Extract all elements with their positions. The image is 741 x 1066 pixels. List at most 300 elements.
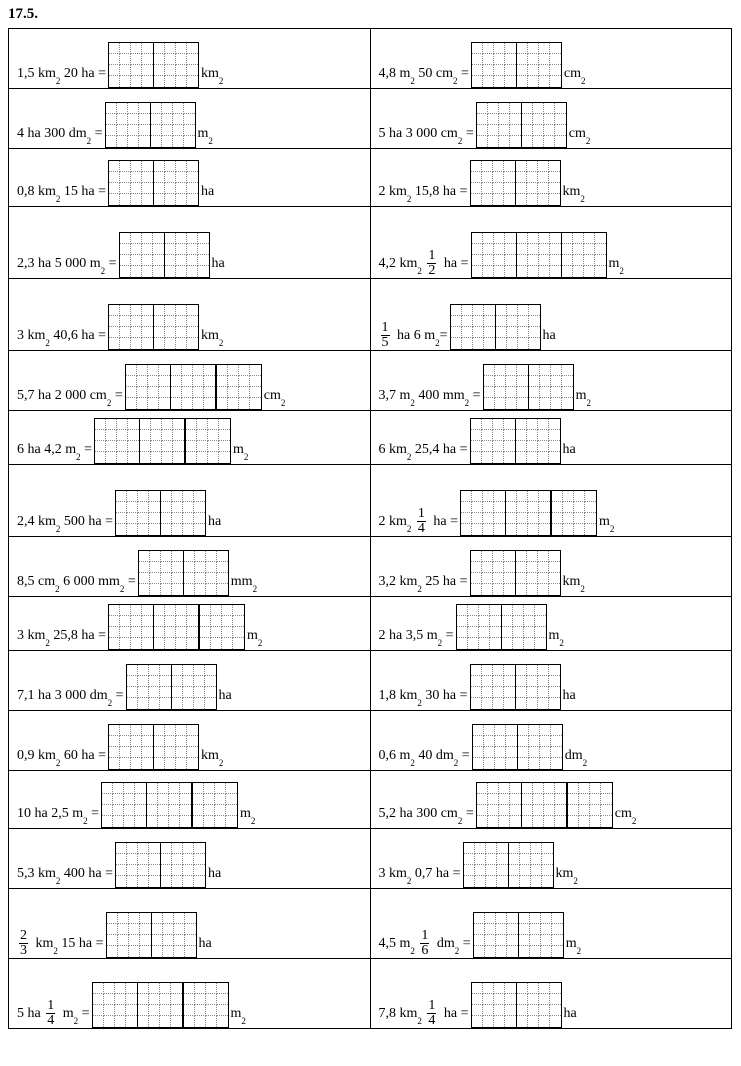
- expression-text: =: [459, 936, 471, 951]
- exercise-item: 5,3 km $^2$ 400 ha = ha: [17, 836, 370, 888]
- digit-block[interactable]: [474, 913, 518, 957]
- expression-text: 2,3 ha 5 000 m: [17, 256, 101, 271]
- answer-grid[interactable]: [470, 550, 561, 596]
- digit-block[interactable]: [471, 419, 515, 463]
- digit-block[interactable]: [139, 419, 184, 463]
- expression-text: 1,5 km: [17, 66, 56, 81]
- expression-text: 25 ha =: [421, 574, 468, 589]
- exercise-cell: [370, 959, 732, 1029]
- exercise-item: 4,2 km $^2$ $\frac{1}{2}$ ha = m $^2$: [379, 226, 732, 278]
- answer-grid[interactable]: [115, 842, 206, 888]
- digit-block[interactable]: [120, 233, 164, 277]
- table-row: [9, 351, 732, 411]
- expression-text: 6 ha 4,2 m: [17, 442, 77, 457]
- expression-text: 15,8 ha =: [411, 184, 468, 199]
- answer-grid[interactable]: [126, 664, 217, 710]
- expression-text: 0,8 km: [17, 184, 56, 199]
- answer-grid[interactable]: [108, 604, 245, 650]
- expression-text: 25,8 ha =: [49, 628, 106, 643]
- exercise-cell: [9, 537, 371, 597]
- digit-block[interactable]: [471, 161, 515, 205]
- unit-label: km: [562, 184, 581, 199]
- answer-grid[interactable]: [106, 912, 197, 958]
- fraction: [46, 999, 55, 1028]
- table-row: [9, 889, 732, 959]
- exercise-cell: [370, 651, 732, 711]
- digit-block[interactable]: [505, 491, 550, 535]
- digit-block[interactable]: [457, 605, 501, 649]
- unit-label: m: [548, 628, 560, 643]
- expression-text: =: [87, 806, 100, 821]
- digit-block[interactable]: [153, 605, 198, 649]
- exercise-number: 17.5.: [8, 6, 38, 22]
- answer-grid[interactable]: [119, 232, 210, 278]
- expression-text: =: [112, 688, 124, 703]
- answer-grid[interactable]: [476, 782, 613, 828]
- expression-text: ha =: [429, 514, 458, 529]
- unit-label: ha: [208, 514, 222, 529]
- fraction-numerator: 1: [47, 998, 55, 1013]
- answer-grid[interactable]: [92, 982, 229, 1028]
- expression-text: 20 ha =: [60, 66, 106, 81]
- exercise-item: 6 ha 4,2 m $^2$ = m $^2$: [17, 412, 370, 464]
- expression-text: m: [59, 1006, 74, 1021]
- fraction-denominator: 2: [428, 263, 436, 278]
- expression-text: 4,5 m: [378, 936, 411, 951]
- answer-grid[interactable]: [470, 418, 561, 464]
- exercise-cell: [370, 351, 732, 411]
- answer-grid[interactable]: [101, 782, 238, 828]
- digit-block[interactable]: [153, 43, 198, 87]
- exercise-cell: [370, 149, 732, 207]
- exercise-item: 5 ha 3 000 cm $^2$ = cm $^2$: [379, 96, 732, 148]
- digit-block[interactable]: [484, 365, 528, 409]
- exercise-item: 3 km $^2$ 0,7 ha = km $^2$: [379, 836, 732, 888]
- expression-text: 4,8 m: [378, 66, 411, 81]
- digit-block[interactable]: [451, 305, 495, 349]
- fraction-numerator: 1: [428, 248, 436, 263]
- digit-block[interactable]: [170, 365, 215, 409]
- expression-text: 5 ha: [17, 1006, 45, 1021]
- table-row: [9, 279, 732, 351]
- exercise-item: 2,4 km $^2$ 500 ha = ha: [17, 484, 370, 536]
- exercise-item: 5 ha $\frac{1}{4}$ m $^2$ = m $^2$: [17, 976, 370, 1028]
- unit-label: km: [201, 748, 219, 763]
- unit-label: mm: [230, 574, 253, 589]
- exercise-item: 2 km $^2$ $\frac{1}{4}$ ha = m $^2$: [379, 484, 732, 536]
- digit-block[interactable]: [528, 365, 573, 409]
- digit-block[interactable]: [521, 103, 566, 147]
- digit-block[interactable]: [516, 43, 561, 87]
- fraction: [417, 507, 426, 536]
- digit-block[interactable]: [153, 161, 198, 205]
- expression-text: =: [80, 442, 93, 457]
- unit-label: cm: [614, 806, 632, 821]
- digit-block[interactable]: [566, 783, 612, 827]
- exercise-item: 4 ha 300 dm $^2$ = m $^2$: [17, 96, 370, 148]
- expression-text: 5 ha 3 000 cm: [378, 126, 458, 141]
- expression-text: km: [32, 936, 54, 951]
- unit-label: m: [197, 126, 209, 141]
- unit-label: ha: [198, 936, 212, 951]
- digit-block[interactable]: [472, 43, 516, 87]
- fraction-numerator: 1: [421, 928, 429, 943]
- expression-text: 3,7 m: [378, 388, 411, 403]
- expression-text: 3,2 km: [378, 574, 418, 589]
- digit-block[interactable]: [464, 843, 508, 887]
- digit-block[interactable]: [153, 305, 198, 349]
- expression-text: 4 ha 300 dm: [17, 126, 87, 141]
- expression-text: =: [462, 126, 474, 141]
- digit-block[interactable]: [516, 983, 561, 1027]
- expression-text: =: [124, 574, 136, 589]
- exercise-item: $\frac{2}{3}$ km $^2$ 15 ha = ha: [17, 906, 370, 958]
- exercise-cell: [9, 207, 371, 279]
- expression-text: 0,7 ha =: [411, 866, 461, 881]
- digit-block[interactable]: [116, 843, 160, 887]
- digit-block[interactable]: [472, 233, 516, 277]
- exercise-item: 1,5 km $^2$ 20 ha = km $^2$: [17, 36, 370, 88]
- unit-label: ha: [208, 866, 222, 881]
- fraction-numerator: 1: [428, 998, 436, 1013]
- exercise-item: 3,7 m $^2$ 400 mm $^2$ = m $^2$: [379, 358, 732, 410]
- digit-block[interactable]: [516, 233, 561, 277]
- digit-block[interactable]: [184, 419, 230, 463]
- unit-label: dm: [564, 748, 583, 763]
- exercise-cell: [370, 829, 732, 889]
- fraction: [381, 321, 390, 350]
- exercise-cell: [370, 711, 732, 771]
- unit-label: km: [201, 328, 219, 343]
- exercise-item: 2 ha 3,5 m $^2$ = m $^2$: [379, 598, 732, 650]
- expression-text: =: [439, 328, 448, 343]
- exercise-cell: [9, 465, 371, 537]
- unit-label: ha: [542, 328, 556, 343]
- exercise-item: 5,7 ha 2 000 cm $^2$ = cm $^2$: [17, 358, 370, 410]
- answer-grid[interactable]: [456, 604, 547, 650]
- expression-text: =: [91, 126, 103, 141]
- answer-grid[interactable]: [471, 982, 562, 1028]
- digit-block[interactable]: [93, 983, 137, 1027]
- exercise-item: 0,6 m $^2$ 40 dm $^2$ = dm $^2$: [379, 718, 732, 770]
- unit-label: cm: [263, 388, 281, 403]
- unit-label: km: [201, 66, 219, 81]
- exercise-cell: [370, 771, 732, 829]
- unit-label: m: [247, 628, 258, 643]
- fraction: [19, 929, 28, 958]
- expression-text: =: [462, 806, 474, 821]
- digit-block[interactable]: [116, 491, 160, 535]
- expression-text: 400 mm: [414, 388, 465, 403]
- unit-label: cm: [563, 66, 582, 81]
- exercise-cell: [370, 597, 732, 651]
- answer-grid[interactable]: [471, 42, 562, 88]
- expression-text: [411, 514, 415, 530]
- exercise-cell: [370, 207, 732, 279]
- conversion-table: [8, 28, 732, 1029]
- answer-grid[interactable]: [115, 490, 206, 536]
- expression-text: [422, 256, 426, 272]
- digit-block[interactable]: [191, 783, 237, 827]
- exercise-cell: [9, 29, 371, 89]
- expression-text: 10 ha 2,5 m: [17, 806, 84, 821]
- answer-grid[interactable]: [460, 490, 597, 536]
- digit-block[interactable]: [461, 491, 505, 535]
- fraction-denominator: 3: [20, 943, 27, 958]
- exercise-item: 0,9 km $^2$ 60 ha = km $^2$: [17, 718, 370, 770]
- expression-text: 6 km: [378, 442, 407, 457]
- table-row: [9, 465, 732, 537]
- expression-text: 2,4 km: [17, 514, 56, 529]
- table-row: [9, 537, 732, 597]
- expression-text: 60 ha =: [60, 748, 106, 763]
- exercise-cell: [370, 411, 732, 465]
- digit-block[interactable]: [164, 233, 209, 277]
- expression-text: ha =: [440, 1006, 469, 1021]
- exercise-cell: [9, 889, 371, 959]
- exercise-item: 0,8 km $^2$ 15 ha = ha: [17, 154, 370, 206]
- digit-block[interactable]: [515, 419, 560, 463]
- expression-text: ha =: [440, 256, 469, 271]
- answer-grid[interactable]: [483, 364, 574, 410]
- fraction-denominator: 4: [428, 1013, 436, 1028]
- exercise-item: 4,5 m $^2$ $\frac{1}{6}$ dm $^2$ = m $^2$: [379, 906, 732, 958]
- exercise-cell: [9, 771, 371, 829]
- digit-block[interactable]: [126, 365, 170, 409]
- unit-label: m: [230, 1006, 242, 1021]
- expression-text: 5,7 ha 2 000 cm: [17, 388, 107, 403]
- table-row: [9, 597, 732, 651]
- exercise-item: 8,5 cm $^2$ 6 000 mm $^2$ = mm $^2$: [17, 544, 370, 596]
- answer-grid[interactable]: [108, 724, 199, 770]
- unit-label: ha: [211, 256, 225, 271]
- digit-block[interactable]: [109, 605, 153, 649]
- unit-label: m: [575, 388, 587, 403]
- exercise-cell: [9, 597, 371, 651]
- digit-block[interactable]: [501, 605, 546, 649]
- expression-text: [415, 936, 419, 952]
- fraction: [427, 249, 436, 278]
- expression-text: =: [458, 748, 470, 763]
- exercise-item: 4,8 m $^2$ 50 cm $^2$ = cm $^2$: [379, 36, 732, 88]
- answer-grid[interactable]: [108, 42, 199, 88]
- unit-label: m: [599, 514, 610, 529]
- fraction: [427, 999, 436, 1028]
- answer-grid[interactable]: [470, 160, 561, 206]
- answer-grid[interactable]: [463, 842, 554, 888]
- answer-grid[interactable]: [138, 550, 229, 596]
- expression-text: 400 ha =: [60, 866, 113, 881]
- exercise-cell: [370, 89, 732, 149]
- answer-grid[interactable]: [125, 364, 262, 410]
- expression-text: 7,1 ha 3 000 dm: [17, 688, 108, 703]
- expression-text: =: [457, 66, 469, 81]
- digit-block[interactable]: [146, 783, 191, 827]
- answer-grid[interactable]: [473, 912, 564, 958]
- exercise-cell: [9, 351, 371, 411]
- exercise-cell: [9, 279, 371, 351]
- expression-text: 5,2 ha 300 cm: [378, 806, 458, 821]
- digit-block[interactable]: [160, 843, 205, 887]
- digit-block[interactable]: [550, 491, 596, 535]
- digit-block[interactable]: [471, 551, 515, 595]
- expression-text: 2 km: [378, 514, 407, 529]
- exercise-item: 7,1 ha 3 000 dm $^2$ = ha: [17, 658, 370, 710]
- unit-label: m: [565, 936, 577, 951]
- exercise-cell: [9, 411, 371, 465]
- digit-block[interactable]: [160, 491, 205, 535]
- expression-text: 2 ha 3,5 m: [378, 628, 438, 643]
- fraction-denominator: 4: [47, 1013, 55, 1028]
- exercise-item: 10 ha 2,5 m $^2$ = m $^2$: [17, 776, 370, 828]
- digit-block[interactable]: [107, 913, 151, 957]
- table-row: [9, 829, 732, 889]
- expression-text: 15 ha =: [57, 936, 104, 951]
- digit-block[interactable]: [477, 103, 521, 147]
- expression-text: [422, 1006, 426, 1022]
- exercise-item: 3,2 km $^2$ 25 ha = km $^2$: [379, 544, 732, 596]
- unit-label: ha: [218, 688, 232, 703]
- exercise-item: 7,8 km $^2$ $\frac{1}{4}$ ha = ha: [379, 976, 732, 1028]
- expression-text: 2 km: [378, 184, 407, 199]
- exercise-cell: [9, 711, 371, 771]
- unit-label: ha: [562, 442, 576, 457]
- digit-block[interactable]: [495, 305, 540, 349]
- exercise-item: 2 km $^2$ 15,8 ha = km $^2$: [379, 154, 732, 206]
- answer-grid[interactable]: [471, 232, 607, 278]
- expression-text: 500 ha =: [60, 514, 113, 529]
- fraction: [420, 929, 429, 958]
- digit-block[interactable]: [183, 551, 228, 595]
- table-row: [9, 959, 732, 1029]
- exercise-cell: [9, 959, 371, 1029]
- expression-text: 0,6 m: [378, 748, 411, 763]
- expression-text: 4,2 km: [378, 256, 418, 271]
- exercise-item: 1,8 km $^2$ 30 ha = ha: [379, 658, 732, 710]
- expression-text: ha 6 m: [393, 328, 436, 343]
- expression-text: dm: [433, 936, 455, 951]
- table-row: [9, 411, 732, 465]
- unit-label: cm: [568, 126, 586, 141]
- digit-block[interactable]: [150, 103, 195, 147]
- expression-text: 0,9 km: [17, 748, 56, 763]
- unit-label: m: [240, 806, 251, 821]
- digit-block[interactable]: [472, 983, 516, 1027]
- answer-grid[interactable]: [470, 664, 561, 710]
- exercise-cell: [9, 651, 371, 711]
- expression-text: 3 km: [17, 628, 46, 643]
- answer-grid[interactable]: [108, 304, 199, 350]
- table-row: [9, 651, 732, 711]
- digit-block[interactable]: [139, 551, 183, 595]
- digit-block[interactable]: [102, 783, 146, 827]
- answer-grid[interactable]: [476, 102, 567, 148]
- digit-block[interactable]: [518, 913, 563, 957]
- expression-text: 7,8 km: [378, 1006, 418, 1021]
- table-row: [9, 149, 732, 207]
- digit-block[interactable]: [153, 725, 198, 769]
- digit-block[interactable]: [151, 913, 196, 957]
- digit-block[interactable]: [106, 103, 150, 147]
- expression-text: 30 ha =: [421, 688, 468, 703]
- digit-block[interactable]: [95, 419, 139, 463]
- expression-text: 15 ha =: [60, 184, 106, 199]
- answer-grid[interactable]: [105, 102, 196, 148]
- fraction-numerator: 2: [20, 928, 27, 943]
- answer-grid[interactable]: [450, 304, 541, 350]
- digit-block[interactable]: [477, 783, 521, 827]
- digit-block[interactable]: [109, 305, 153, 349]
- digit-block[interactable]: [109, 161, 153, 205]
- exercise-cell: [9, 149, 371, 207]
- answer-grid[interactable]: [472, 724, 563, 770]
- expression-text: 5,3 km: [17, 866, 56, 881]
- digit-block[interactable]: [561, 233, 606, 277]
- digit-block[interactable]: [515, 665, 560, 709]
- digit-block[interactable]: [515, 161, 560, 205]
- fraction-denominator: 4: [417, 521, 425, 536]
- digit-block[interactable]: [508, 843, 553, 887]
- exercise-item: 3 km $^2$ 25,8 ha = m $^2$: [17, 598, 370, 650]
- digit-block[interactable]: [109, 43, 153, 87]
- exercise-cell: [9, 829, 371, 889]
- digit-block[interactable]: [215, 365, 261, 409]
- answer-grid[interactable]: [108, 160, 199, 206]
- table-row: [9, 207, 732, 279]
- digit-block[interactable]: [473, 725, 517, 769]
- digit-block[interactable]: [471, 665, 515, 709]
- fraction-numerator: 1: [381, 320, 389, 335]
- digit-block[interactable]: [198, 605, 244, 649]
- expression-text: 3 km: [17, 328, 46, 343]
- expression-text: 3 km: [378, 866, 407, 881]
- expression-text: 25,4 ha =: [411, 442, 468, 457]
- expression-text: 1,8 km: [378, 688, 418, 703]
- digit-block[interactable]: [521, 783, 566, 827]
- exercise-cell: [370, 465, 732, 537]
- unit-label: ha: [563, 1006, 577, 1021]
- exercise-item: 2,3 ha 5 000 m $^2$ = ha: [17, 226, 370, 278]
- exercise-cell: [370, 889, 732, 959]
- unit-label: m: [608, 256, 620, 271]
- digit-block[interactable]: [515, 551, 560, 595]
- digit-block[interactable]: [137, 983, 182, 1027]
- exercise-cell: [370, 537, 732, 597]
- expression-text: =: [78, 1006, 90, 1021]
- exercise-item: $\frac{1}{5}$ ha 6 m $^2$ = ha: [379, 298, 732, 350]
- digit-block[interactable]: [517, 725, 562, 769]
- expression-text: =: [105, 256, 117, 271]
- expression-text: 6 000 mm: [59, 574, 120, 589]
- unit-label: m: [233, 442, 244, 457]
- expression-text: 50 cm: [414, 66, 453, 81]
- table-row: [9, 711, 732, 771]
- expression-text: 40 dm: [414, 748, 454, 763]
- digit-block[interactable]: [182, 983, 228, 1027]
- exercise-item: 5,2 ha 300 cm $^2$ = cm $^2$: [379, 776, 732, 828]
- table-row: [9, 29, 732, 89]
- exercise-cell: [9, 89, 371, 149]
- expression-text: =: [442, 628, 454, 643]
- exercise-cell: [370, 29, 732, 89]
- digit-block[interactable]: [127, 665, 171, 709]
- digit-block[interactable]: [109, 725, 153, 769]
- exercise-item: 6 km $^2$ 25,4 ha = ha: [379, 412, 732, 464]
- expression-text: =: [111, 388, 123, 403]
- digit-block[interactable]: [171, 665, 216, 709]
- answer-grid[interactable]: [94, 418, 231, 464]
- expression-text: 8,5 cm: [17, 574, 56, 589]
